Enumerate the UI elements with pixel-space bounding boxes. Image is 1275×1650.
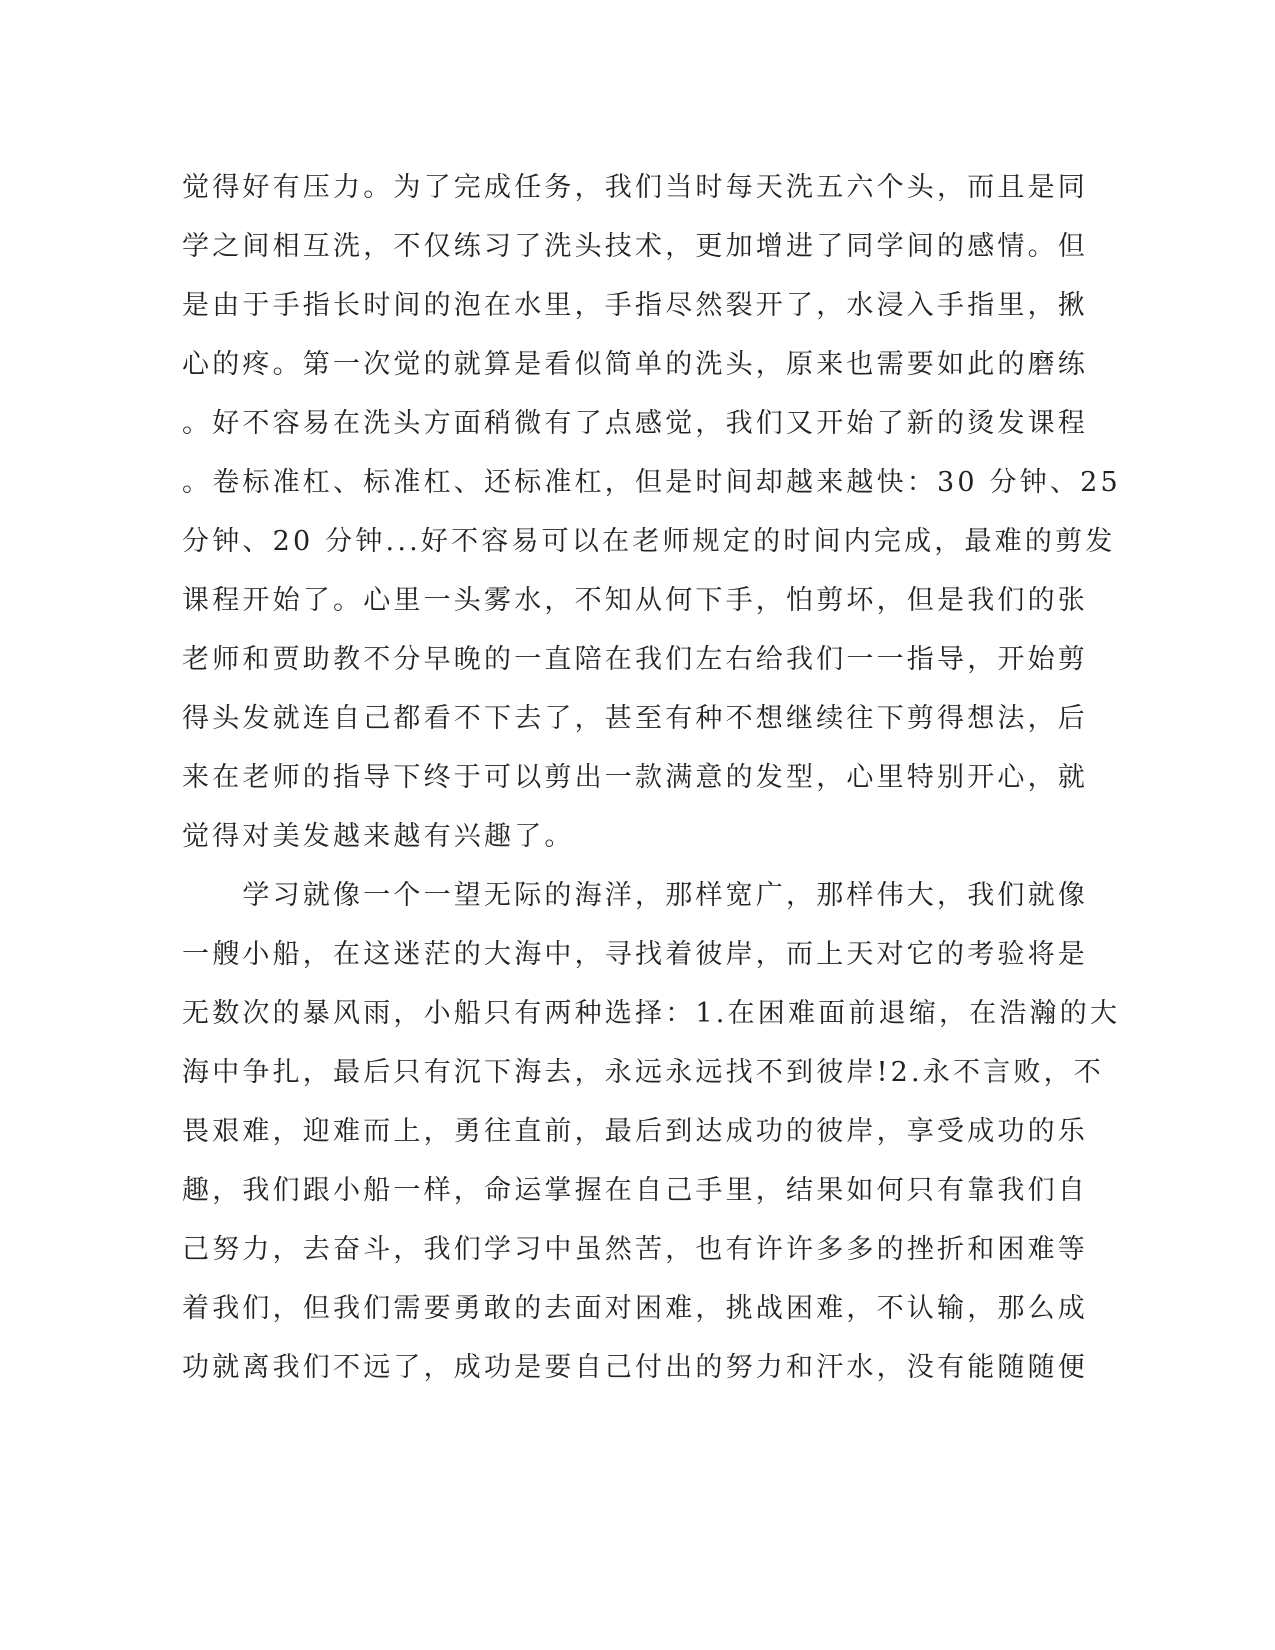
document-body	[182, 158, 1121, 1397]
text-line: 分钟、20 分钟...好不容易可以在老师规定的时间内完成，最难的剪发	[182, 526, 1116, 557]
text-line: 畏艰难，迎难而上，勇往直前，最后到达成功的彼岸，享受成功的乐	[182, 1116, 1088, 1147]
text-line: 学之间相互洗，不仅练习了洗头技术，更加增进了同学间的感情。但	[182, 231, 1088, 262]
text-line: 。好不容易在洗头方面稍微有了点感觉，我们又开始了新的烫发课程	[182, 408, 1088, 439]
text-line: 是由于手指长时间的泡在水里，手指尽然裂开了，水浸入手指里，揪	[182, 290, 1088, 321]
text-line: 觉得好有压力。为了完成任务，我们当时每天洗五六个头，而且是同	[182, 172, 1088, 203]
text-line: 课程开始了。心里一头雾水，不知从何下手，怕剪坏，但是我们的张	[182, 585, 1088, 616]
paragraph	[182, 866, 1121, 1397]
text-line: 。卷标准杠、标准杠、还标准杠，但是时间却越来越快：30 分钟、25	[182, 467, 1121, 498]
text-line: 己努力，去奋斗，我们学习中虽然苦，也有许许多多的挫折和困难等	[182, 1234, 1088, 1265]
text-line: 无数次的暴风雨，小船只有两种选择：1.在困难面前退缩，在浩瀚的大	[182, 998, 1121, 1029]
text-line: 学习就像一个一望无际的海洋，那样宽广，那样伟大，我们就像	[182, 880, 1088, 911]
text-line: 海中争扎，最后只有沉下海去，永远永远找不到彼岸!2.永不言败，不	[182, 1057, 1105, 1088]
text-line: 趣，我们跟小船一样，命运掌握在自己手里，结果如何只有靠我们自	[182, 1175, 1088, 1206]
text-line: 老师和贾助教不分早晚的一直陪在我们左右给我们一一指导，开始剪	[182, 644, 1088, 675]
text-line: 功就离我们不远了，成功是要自己付出的努力和汗水，没有能随随便	[182, 1352, 1088, 1383]
text-line: 觉得对美发越来越有兴趣了。	[182, 821, 575, 852]
text-line: 心的疼。第一次觉的就算是看似简单的洗头，原来也需要如此的磨练	[182, 349, 1088, 380]
text-line: 来在老师的指导下终于可以剪出一款满意的发型，心里特别开心，就	[182, 762, 1088, 793]
text-line: 得头发就连自己都看不下去了，甚至有种不想继续往下剪得想法，后	[182, 703, 1088, 734]
text-line: 一艘小船，在这迷茫的大海中，寻找着彼岸，而上天对它的考验将是	[182, 939, 1088, 970]
paragraph	[182, 158, 1121, 866]
text-line: 着我们，但我们需要勇敢的去面对困难，挑战困难，不认输，那么成	[182, 1293, 1088, 1324]
